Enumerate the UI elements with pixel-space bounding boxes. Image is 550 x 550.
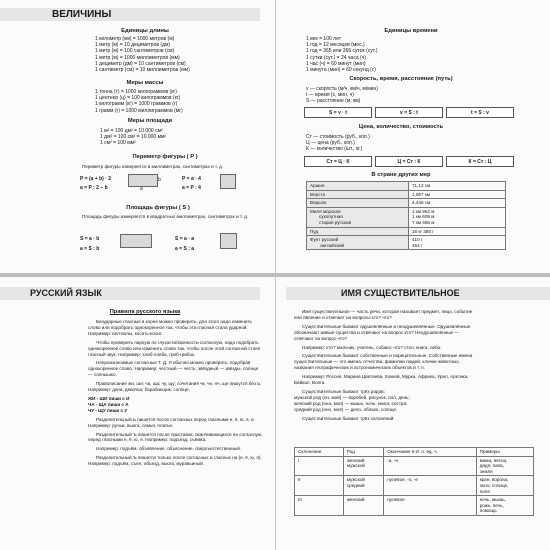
square-perimeter-formulas: P = a · 4 a = P : 4 bbox=[182, 176, 201, 191]
table-row: Вершок 4,445 см bbox=[307, 199, 506, 208]
table-row: Фунт русский английский 410 г 454 г bbox=[307, 236, 506, 250]
other-measures-table bbox=[306, 181, 506, 250]
perimeter-note: Периметр фигуры измеряется в миллиметрах, сантиметрах и т. д. bbox=[82, 164, 224, 169]
rect-label-b: b bbox=[158, 177, 161, 183]
perimeter-heading: Периметр фигуры ( P ) bbox=[132, 154, 198, 160]
title-bar bbox=[0, 8, 260, 21]
speed-formulas: S = v · t v = S : t t = S : v bbox=[304, 107, 514, 118]
length-heading: Единицы длины bbox=[121, 28, 169, 34]
length-list: 1 километр (км) = 1000 метров (м) 1 метр (м) = 10 дециметров (дм) 1 метр (м) = 100 сантиметров (см) 1 метр (м) = 1000 миллиметров (мм) 1 дециметр (дм) = 10 сантиметров (см) 1 сантиметр (см) = 10 миллиметров (мм) bbox=[95, 36, 190, 74]
rect-area-formulas: S = a · b a = S : b bbox=[80, 236, 100, 252]
table-row: Пуд 16 кг 380 г bbox=[307, 227, 506, 236]
area-list: 1 м² = 100 дм² = 10 000 см² 1 дм² = 100 см² = 10 000 мм² 1 см² = 100 мм² bbox=[100, 128, 167, 147]
page-title: ВЕЛИЧИНЫ bbox=[52, 9, 112, 20]
rect-label-a: a bbox=[140, 186, 143, 192]
speed-list: v — скорость (м/ч, км/ч, м/мин) t — время (с, мин, ч) S — расстояние (м, км) bbox=[306, 86, 378, 105]
square-area-figure bbox=[220, 233, 237, 249]
other-measures-heading: В стране других мер bbox=[371, 172, 431, 178]
area-heading: Меры площади bbox=[127, 118, 173, 124]
page-title: ИМЯ СУЩЕСТВИТЕЛЬНОЕ bbox=[341, 288, 460, 298]
price-formulas: Ст = Ц · К Ц = Ст : К К = Ст : Ц bbox=[304, 156, 514, 167]
time-heading: Единицы времени bbox=[384, 28, 438, 34]
time-list: 1 век = 100 лет 1 год = 12 месяцев (мес.) 1 год = 365 или 366 суток (сут.) 1 сутки (сут.) = 24 часа (ч) 1 час (ч) = 60 минут (мин) 1 минута (мин) = 60 секунд (с) bbox=[306, 36, 378, 74]
table-row: Аршин 71,12 см bbox=[307, 182, 506, 191]
mass-heading: Меры массы bbox=[126, 80, 164, 86]
square-area-formulas: S = a · a a = S : a bbox=[175, 236, 195, 252]
page-russian bbox=[0, 277, 275, 550]
square-figure bbox=[220, 174, 236, 189]
page-noun bbox=[275, 277, 550, 550]
price-list: Ст — стоимость (руб., коп.) Ц — цена (руб., коп.) К — количество (шт., кг.) bbox=[306, 134, 370, 153]
area-figure-note: Площадь фигуры измеряется в квадратных миллиметрах, сантиметрах и т. д. bbox=[82, 214, 249, 219]
table-row: II мужской средний нулевое, -о, -е кран, ворона, окно, солнце, поле bbox=[295, 476, 534, 496]
rules-body: Безударные гласные в корне можно проверить, для этого надо изменить слово или подобрать однокоренное так, чтобы эта гласная стала ударной. Например: вол-волы, косить-косит. Чтобы проверить парную по глухости/звонкости согласную, надо подобрать однокоренное слово или изменить слово так, чтобы после этой согласной стоял гласный звук. Например: хлеб-хлеба, гриб-грибок. Непроизносимые согласные Т, Д, Л обычно можно проверить, подобрав однокоренное слово. Например: честный — честь, звёздный — звёзды, солнце — солнышко. Правописание жи, ши; ча, ща; чу, щу; сочетания чк, чн, нч, щн пишутся без Ь. Например: дача, девочка, барабанщик, солнце. ЖИ - ШИ пиши с И ЧА - ЩА пиши с А ЧУ - ЩУ пиши с У Разделительный Ь пишется после согласных перед гласными е, ё, ю, я, и. Например: ручьи, вьюга, семья, платье. Разделительный Ъ пишется после приставок, оканчивающихся на согласную, перед гласными е, ё, ю, я. Например: подъезд, съёмка. Например: подъём, объявление, объяснение, сверхъестественный. Разделительный Ъ пишется только после согласных и гласных на (е, ё, ю, я). Например: подъём, съел, объезд, вьюга, муравьиный. bbox=[88, 319, 263, 467]
table-row: III женский нулевое ночь, мышь, рожь, печь, помощь bbox=[295, 496, 534, 516]
area-figure-heading: Площадь фигуры ( S ) bbox=[126, 205, 190, 211]
page-quantities bbox=[0, 0, 275, 273]
noun-body: Имя существительное — часть речи, которая называет предмет, лицо, событие или явление и отвечает на вопросы кто? что? Существительные бывают одушевлённые и неодушевлённые. Одушевлённые обозначают живые существа и отвечают на вопрос кто? Неодушевлённые — отвечают на вопрос что? Например: кто? мальчик, учитель, собака; что? стол, книга, небо. Существительные бывают собственные и нарицательные. Собственные имена существительные — это имена, отчества, фамилии людей, клички животных, названия географических и астрономических объектов и т. п. Например: Россия, Марина Цветаева, Хоккей, Мурка, Африка, Урал, Арктика, Байкал, Волга. Существительные бывают трёх родов: мужской род (он, мой) — воробей, рисунок, пол, день; женский род (она, моя) — мышь, ночь, книга, сестра; средний род (оно, моё) — дело, облако, солнце. Существительные бывают трёх склонений: bbox=[294, 309, 473, 421]
price-heading: Цена, количество, стоимость bbox=[358, 124, 444, 130]
table-row: Миля морская сухопутная старая русская 1 км 852 м 1 км 609 м 7 км 468 м bbox=[307, 207, 506, 227]
rectangle-area-figure bbox=[120, 234, 152, 248]
table-row: I женский мужской -а, -я мама, весна, дядя, папа, земля bbox=[295, 456, 534, 476]
page-title: РУССКИЙ ЯЗЫК bbox=[30, 288, 102, 298]
table-row: Верста 1,067 км bbox=[307, 190, 506, 199]
speed-heading: Скорость, время, расстояние (путь) bbox=[349, 76, 453, 82]
rectangle-figure bbox=[128, 174, 158, 187]
rules-heading: Правила русского языка bbox=[109, 309, 181, 315]
page-quantities-2 bbox=[275, 0, 550, 273]
mass-list: 1 тонна (т) = 1000 килограммов (кг) 1 центнер (ц) = 100 килограммов (кг) 1 килограмм (кг) = 1000 граммов (г) 1 грамм (г) = 1000 миллиграммов (мг) bbox=[95, 89, 183, 114]
table-header-row: Склонение Род Окончание в И. п. ед. ч. Примеры bbox=[295, 448, 534, 457]
declension-table bbox=[294, 447, 534, 516]
rect-perimeter-formulas: P = (a + b) · 2 a = P : 2 − b bbox=[80, 176, 112, 191]
